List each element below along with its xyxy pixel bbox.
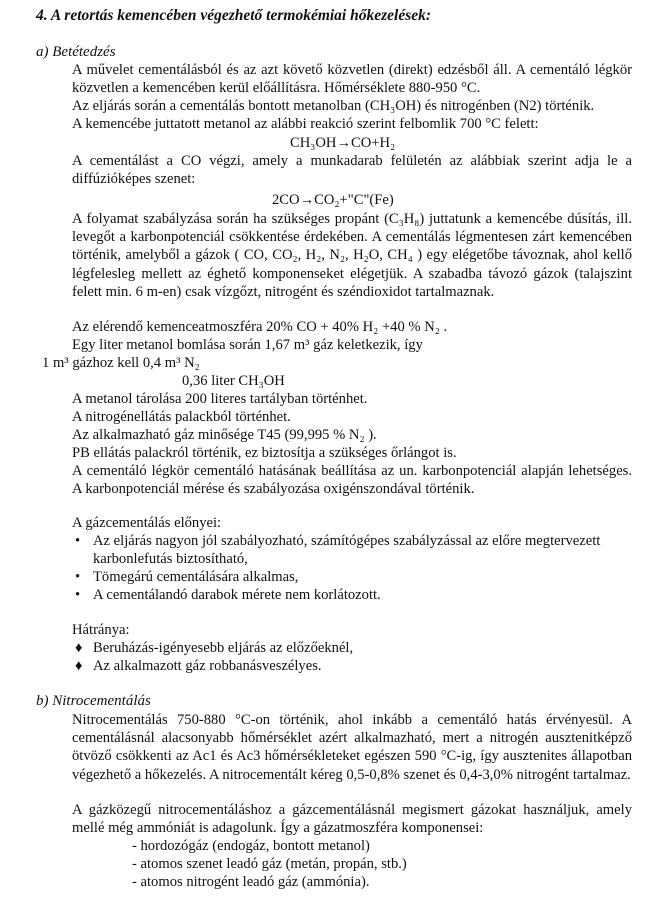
disadvantages-heading: Hátránya: bbox=[72, 622, 130, 638]
advantage-item-continuation: karbonlefutás biztosítható, bbox=[93, 551, 248, 567]
section-b-heading: b) Nitrocementálás bbox=[36, 693, 151, 709]
methanol-storage-line: A metanol tárolása 200 literes tartályban történhet. bbox=[72, 391, 368, 407]
reaction-equation-2: 2CO→CO₂+"C"(Fe) bbox=[272, 192, 394, 208]
bullet-icon: • bbox=[75, 587, 81, 603]
bullet-icon: • bbox=[75, 569, 81, 585]
methanol-liter-line: Egy liter metanol bomlása során 1,67 m³ gáz keletkezik, így bbox=[72, 337, 423, 353]
section-a-paragraph-5: A folyamat szabályzása során ha szükséges propánt (C₃H₈) juttatunk a kemencébe dúsítás, ill. levegőt a karbonpotenciál csökkentése érdekében. A cementálás légmentesen zárt kemencében történik, amelyből a gázok ( CO, CO₂, H₂, N₂, H₂O, CH₄ ) egy elégetőbe távoznak, ahol kellő légfelesleg mellett az éghető komponenseket elégetjük. A szabadba távozó gázok (talajszint felett min. 6 m-en) csak vízgőzt, nitrogént és széndioxidot tartalmaznak. bbox=[72, 211, 632, 300]
advantage-item: • Az eljárás nagyon jól szabályozható, számítógépes szabályzással az előre megtervezett bbox=[75, 533, 601, 549]
disadvantage-item: ♦ Az alkalmazott gáz robbanásveszélyes. bbox=[75, 658, 322, 674]
page-title: 4. A retortás kemencében végezhető termokémiai hőkezelések: bbox=[36, 7, 432, 24]
section-a-paragraph-1: A művelet cementálásból és az azt követő közvetlen (direkt) edzésből áll. A cementáló légkör közvetlen a kemencében kerül előállításra. Hőmérséklete 880-950 °C. bbox=[72, 62, 632, 97]
atmosphere-line: Az elérendő kemenceatmoszféra 20% CO + 40% H₂ +40 % N₂ . bbox=[72, 319, 448, 335]
diamond-bullet-icon: ♦ bbox=[75, 640, 83, 656]
carbon-potential-paragraph: A cementáló légkör cementáló hatásának beállítása az un. karbonpotenciál alapján lehetséges. A karbonpotenciál mérése és szabályozása oxigénszondával történik. bbox=[72, 463, 632, 498]
reaction-equation-1: CH₃OH→CO+H₂ bbox=[290, 135, 396, 151]
gas-component-item: - atomos szenet leadó gáz (metán, propán, stb.) bbox=[132, 856, 407, 872]
advantage-item: • Tömegárú cementálására alkalmas, bbox=[75, 569, 299, 585]
section-a-paragraph-2: Az eljárás során a cementálás bontott metanolban (CH₃OH) és nitrogénben (N2) történik. bbox=[72, 98, 595, 114]
advantage-item: • A cementálandó darabok mérete nem korlátozott. bbox=[75, 587, 381, 603]
gas-component-item: - hordozógáz (endogáz, bontott metanol) bbox=[132, 838, 370, 854]
disadvantage-item: ♦ Beruházás-igényesebb eljárás az előzőeknél, bbox=[75, 640, 354, 656]
section-b-paragraph-2: A gázközegű nitrocementáláshoz a gázcementálásnál megismert gázokat használjuk, amely mellé még ammóniát is adagolunk. Így a gázatmoszféra komponensei: bbox=[72, 802, 632, 837]
pb-supply-line: PB ellátás palackról történik, ez biztosítja a szükséges őrlángot is. bbox=[72, 445, 457, 461]
bullet-icon: • bbox=[75, 533, 81, 549]
advantages-heading: A gázcementálás előnyei: bbox=[72, 515, 222, 531]
gas-component-item: - atomos nitrogént leadó gáz (ammónia). bbox=[132, 874, 370, 890]
gas-quality-line: Az alkalmazható gáz minősége T45 (99,995 % N₂ ). bbox=[72, 427, 377, 443]
section-a-paragraph-4: A cementálást a CO végzi, amely a munkadarab felületén az alábbiak szerint adja le a diffúzióképes szenet: bbox=[72, 153, 632, 188]
section-a-heading: a) Betétedzés bbox=[36, 44, 116, 60]
diamond-bullet-icon: ♦ bbox=[75, 658, 83, 674]
section-a-paragraph-3: A kemencébe juttatott metanol az alábbi reakció szerint felbomlik 700 °C felett: bbox=[72, 116, 539, 132]
gas-requirement-line: 1 m³ gázhoz kell 0,4 m³ N₂ bbox=[42, 355, 200, 371]
nitrogen-supply-line: A nitrogénellátás palackból történhet. bbox=[72, 409, 291, 425]
methanol-requirement-line: 0,36 liter CH₃OH bbox=[182, 373, 285, 389]
section-b-paragraph-1: Nitrocementálás 750-880 °C-on történik, ahol inkább a cementáló hatás érvényesül. A cementálásnál alacsonyabb hőmérséklet azért alkalmazható, mert a nitrogén ausztenitképző ötvöző csökkenti az Ac1 és Ac3 hőmérsékleteket egészen 590 °C-ig, így ausztenites állapotban végezhető a hőkezelés. A nitrocementált kéreg 0,5-0,8% szenet és 0,4-3,0% nitrogént tartalmaz. bbox=[72, 712, 632, 783]
